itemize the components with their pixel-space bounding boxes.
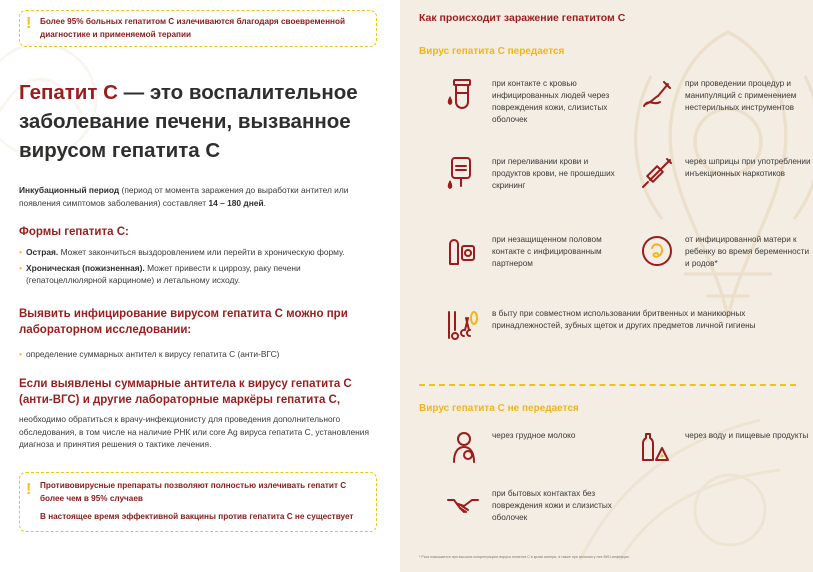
incubation-text: (период от момента заражения до выработки антител или появления симптомов заболевания) составляет — [19, 185, 349, 208]
item-procedures: при проведении процедур и манипуляций с применением нестерильных инструментов — [685, 79, 797, 112]
item-transfusion: при переливании крови и продуктов крови, не прошедших скрининг — [492, 157, 615, 190]
form-acute-bold: Острая. — [26, 247, 59, 257]
transmitted-heading: Вирус гепатита С передается — [419, 46, 565, 57]
bottom-callout-text-2: В настоящее время эффективной вакцины против гепатита С не существует — [40, 512, 354, 521]
form-chronic-bold: Хроническая (пожизненная). — [26, 262, 145, 273]
title-rest: — это воспалительное заболевание печени, вызванное вирусом гепатита С — [19, 81, 358, 162]
right-title: Как происходит заражение гепатитом С — [419, 12, 626, 24]
blood-tube-icon — [444, 76, 478, 110]
title-accent: Гепатит С — [19, 81, 118, 104]
bottom-callout — [19, 472, 377, 532]
form-acute — [19, 246, 381, 259]
syringe-icon — [640, 156, 674, 190]
item-blood-contact: при контакте с кровью инфицированных людей через повреждения кожи, слизистых оболочек — [492, 79, 610, 124]
forms-list — [19, 246, 381, 287]
water-food-icon — [638, 430, 672, 464]
section-separator — [419, 384, 796, 386]
detect-item: • определение суммарных антител к вирусу гепатита С (анти-ВГС) — [19, 348, 381, 361]
incubation-bold: Инкубационный период — [19, 185, 120, 195]
incubation-end: . — [263, 197, 266, 208]
needle-procedure-icon — [640, 76, 674, 110]
not-item-household-contact: при бытовых контактах без повреждения кожи и слизистых оболочек — [492, 489, 612, 522]
form-chronic-text: Может привести к циррозу, раку печени (гепатоцеллюлярной карциноме) и летальному исходу. — [26, 262, 301, 285]
form-acute-text: Может закончиться выздоровлением или перейти в хроническую форму. — [58, 247, 345, 257]
detect-list — [19, 348, 381, 361]
left-page — [0, 0, 400, 572]
not-item-breast-milk: через грудное молоко — [492, 431, 576, 440]
incubation-paragraph — [19, 184, 381, 209]
exclamation-icon: ! — [26, 15, 32, 32]
forms-heading: Формы гепатита С: — [19, 226, 129, 238]
right-page — [400, 0, 813, 572]
breastfeeding-icon — [448, 430, 482, 464]
incubation-days: 14 – 180 дней — [208, 197, 264, 208]
page-title — [19, 78, 379, 165]
top-callout — [19, 10, 377, 47]
watermark-ornament-icon — [560, 360, 813, 570]
item-sexual-contact: при незащищенном половом контакте с инфицированным партнером — [492, 235, 602, 268]
bottom-callout-text-1: Противовирусные препараты позволяют полностью излечивать гепатит С более чем в 95% случаев — [40, 481, 347, 503]
positive-text: необходимо обратиться к врачу-инфекционисту для проведения дополнительного обследования, в том числе на наличие РНК или core Ag вируса гепатита С, установления диагноза и принятия решения о тактике лечения. — [19, 414, 369, 449]
detect-heading: Выявить инфицирование вирусом гепатита С можно при лабораторном исследовании: — [19, 308, 348, 336]
manicure-tools-icon — [444, 308, 478, 342]
not-transmitted-heading: Вирус гепатита С не передается — [419, 403, 579, 414]
footnote: * Риск повышается при высоких концентрациях вируса гепатита С в крови матери, а также при наличии у нее ВИЧ-инфекции. — [419, 555, 630, 559]
positive-heading: Если выявлены суммарные антитела к вирусу гепатита С (анти-ВГС) и другие лабораторные маркёры гепатита С, — [19, 378, 352, 406]
blood-bag-icon — [444, 156, 478, 190]
top-callout-text: Более 95% больных гепатитом С излечиваются благодаря своевременной диагностике и применяемой терапии — [40, 17, 346, 39]
item-household-tools: в быту при совместном использовании бритвенных и маникюрных принадлежностей, зубных щеток и других предметов личной гигиены — [492, 309, 756, 330]
form-chronic — [19, 262, 381, 287]
item-syringes: через шприцы при употреблении инъекционных наркотиков — [685, 157, 811, 178]
fetus-icon — [640, 234, 674, 268]
exclamation-icon: ! — [26, 481, 32, 498]
handshake-icon — [446, 488, 480, 522]
condom-icon — [444, 234, 478, 268]
item-mother-child: от инфицированной матери к ребенку во время беременности и родов* — [685, 235, 810, 268]
not-item-water-food: через воду и пищевые продукты — [685, 431, 809, 440]
